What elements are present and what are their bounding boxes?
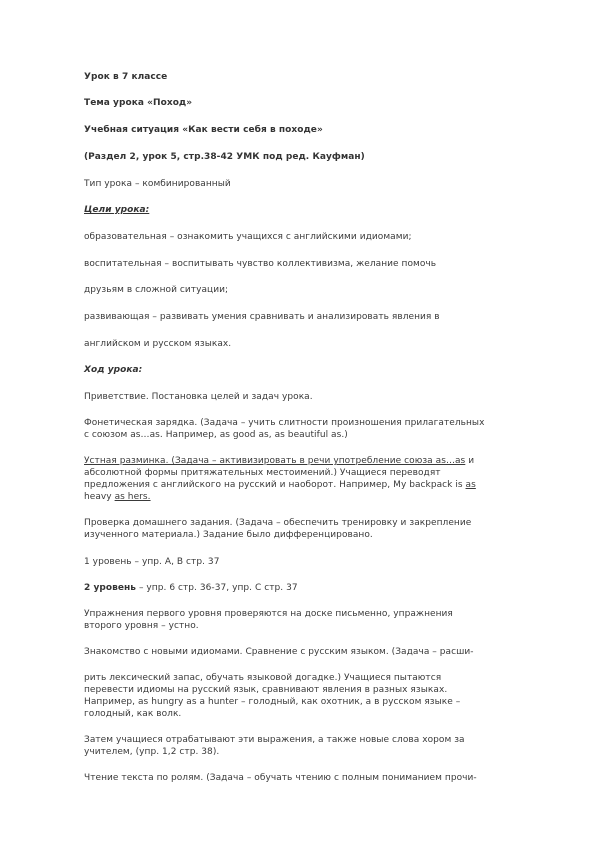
homework-line-1: Проверка домашнего задания. (Задача – обеспечить тренировку и закрепление — [84, 518, 472, 528]
phonetic-line-1: Фонетическая зарядка. (Задача – учить слитности произношения прилагательных — [84, 418, 485, 428]
idioms-line-3: перевести идиомы на русский язык, сравнивают явления в разных языках. — [84, 685, 448, 695]
level-2-task — [84, 582, 534, 595]
practice-line-2: учителем, (упр. 1,2 стр. 38). — [84, 747, 220, 757]
warmup-line-2: абсолютной формы притяжательных местоимений.) Учащиеся переводят — [84, 468, 441, 478]
goal-upbringing-line-1: воспитательная – воспитывать чувство коллективизма, желание помочь — [84, 259, 437, 269]
learning-situation: Учебная ситуация «Как вести себя в походе» — [84, 125, 323, 135]
lesson-type: Тип урока – комбинированный — [84, 179, 231, 189]
phonetic-line-2: с союзом as…as. Например, as good as, as beautiful as.) — [84, 430, 348, 440]
warmup-line-1-end: и — [465, 456, 475, 466]
practice-line-1: Затем учащиеся отрабатывают эти выражения, а также новые слова хором за — [84, 735, 465, 745]
homework-line-2: изученного материала.) Задание было дифференцировано. — [84, 530, 373, 540]
check-line-1: Упражнения первого уровня проверяются на доске письменно, упражнения — [84, 609, 453, 619]
check-line-2: второго уровня – устно. — [84, 621, 199, 631]
warmup-underlined-hers: as hers. — [114, 492, 151, 502]
goal-upbringing-line-2: друзьям в сложной ситуации; — [84, 285, 229, 295]
goal-developing-line-2: английском и русском языках. — [84, 339, 232, 349]
goals-title: Цели урока: — [84, 205, 150, 215]
lesson-grade: Урок в 7 классе — [84, 72, 168, 82]
warmup-underlined-as: as — [465, 480, 476, 490]
goal-educational: образовательная – ознакомить учащихся с английскими идиомами; — [84, 232, 412, 242]
idioms-line-4: Например, as hungry as a hunter – голодный, как охотник, а в русском языке – — [84, 697, 461, 707]
reading-line-1: Чтение текста по ролям. (Задача – обучать чтению с полным пониманием прочи- — [84, 773, 477, 783]
greeting-step: Приветствие. Постановка целей и задач урока. — [84, 392, 313, 402]
idioms-line-2: рить лексический запас, обучать языковой догадке.) Учащиеся пытаются — [84, 673, 442, 683]
idioms-line-5: голодный, как волк. — [84, 709, 182, 719]
level-2-label: 2 уровень — [84, 583, 137, 593]
warmup-line-4-text: heavy — [84, 492, 112, 502]
warmup-line-3-text: предложения с английского на русский и наоборот. Например, My backpack is — [84, 480, 463, 490]
lesson-topic: Тема урока «Поход» — [84, 98, 193, 108]
level-2-text: – упр. 6 стр. 36-37, упр. С стр. 37 — [136, 583, 298, 593]
warmup-line-4 — [84, 491, 534, 504]
progress-title: Ход урока: — [84, 365, 143, 375]
idioms-line-1: Знакомство с новыми идиомами. Сравнение с русским языком. (Задача – расши- — [84, 647, 474, 657]
textbook-reference: (Раздел 2, урок 5, стр.38-42 УМК под ред. Кауфман) — [84, 152, 365, 162]
warmup-underlined-text: Устная разминка. (Задача – активизировать в речи употребление союза as…as — [84, 456, 466, 466]
goal-developing-line-1: развивающая – развивать умения сравнивать и анализировать явления в — [84, 312, 440, 322]
level-1-task: 1 уровень – упр. A, B стр. 37 — [84, 557, 220, 567]
